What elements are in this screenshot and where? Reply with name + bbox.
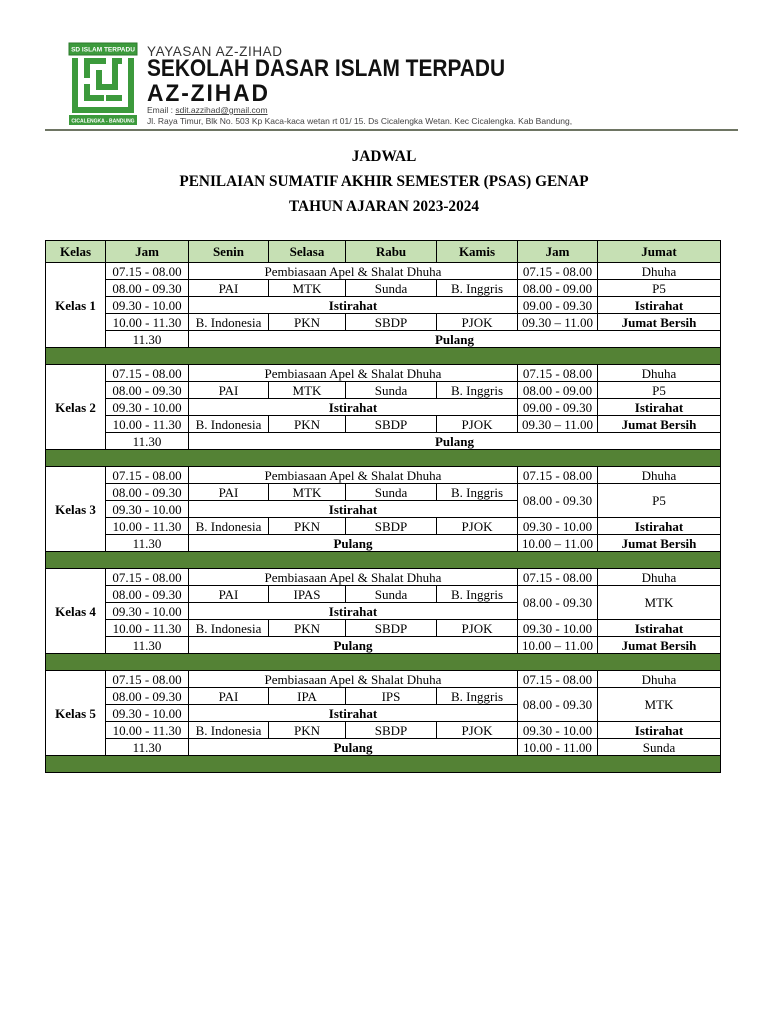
column-header-senin: Senin xyxy=(189,241,269,263)
friday-activity-cell: Jumat Bersih xyxy=(598,535,721,552)
subject-rabu: Sunda xyxy=(346,484,437,501)
separator-bar xyxy=(46,552,721,569)
time-cell: 07.15 - 08.00 xyxy=(106,671,189,688)
friday-activity-cell: Sunda xyxy=(598,739,721,756)
friday-time-cell: 07.15 - 08.00 xyxy=(518,671,598,688)
friday-activity-cell: Istirahat xyxy=(598,620,721,637)
schedule-row xyxy=(46,331,721,348)
class-label: Kelas 2 xyxy=(46,365,106,450)
foundation-name: YAYASAN AZ-ZIHAD xyxy=(147,44,283,59)
subject-kamis: B. Inggris xyxy=(437,382,518,399)
friday-time-cell: 09.00 - 09.30 xyxy=(518,399,598,416)
shared-activity-cell: Pembiasaan Apel & Shalat Dhuha xyxy=(189,671,518,688)
friday-time-cell: 08.00 - 09.30 xyxy=(518,586,598,620)
friday-activity-cell: Dhuha xyxy=(598,263,721,280)
subject-rabu: IPS xyxy=(346,688,437,705)
shared-activity-cell: Istirahat xyxy=(189,297,518,314)
friday-time-cell: 10.00 – 11.00 xyxy=(518,637,598,654)
subject-selasa: PKN xyxy=(269,722,346,739)
schedule-row xyxy=(46,518,721,535)
school-logo xyxy=(68,42,138,126)
shared-activity-cell: Istirahat xyxy=(189,399,518,416)
friday-time-cell: 09.30 – 11.00 xyxy=(518,314,598,331)
schedule-table xyxy=(45,240,721,773)
friday-time-cell: 08.00 - 09.30 xyxy=(518,484,598,518)
logo-stroke xyxy=(84,58,90,78)
friday-activity-cell: MTK xyxy=(598,586,721,620)
subject-kamis: PJOK xyxy=(437,416,518,433)
separator-bar xyxy=(46,450,721,467)
schedule-row xyxy=(46,535,721,552)
friday-time-cell: 07.15 - 08.00 xyxy=(518,263,598,280)
subject-senin: B. Indonesia xyxy=(189,416,269,433)
subject-kamis: PJOK xyxy=(437,722,518,739)
column-header-jam-jumat: Jam xyxy=(518,241,598,263)
time-cell: 08.00 - 09.30 xyxy=(106,688,189,705)
column-header-kamis: Kamis xyxy=(437,241,518,263)
email-line xyxy=(147,105,268,115)
subject-rabu: SBDP xyxy=(346,722,437,739)
schedule-row xyxy=(46,263,721,280)
subject-senin: PAI xyxy=(189,484,269,501)
separator-row xyxy=(46,756,721,773)
time-cell: 09.30 - 10.00 xyxy=(106,297,189,314)
friday-activity-cell: P5 xyxy=(598,484,721,518)
class-label: Kelas 1 xyxy=(46,263,106,348)
separator-bar xyxy=(46,348,721,365)
schedule-row xyxy=(46,620,721,637)
friday-activity-cell: MTK xyxy=(598,688,721,722)
subject-kamis: PJOK xyxy=(437,314,518,331)
academic-year: TAHUN AJARAN 2023-2024 xyxy=(288,198,480,215)
schedule-row xyxy=(46,484,721,501)
shared-activity-cell: Pulang xyxy=(189,331,721,348)
shared-activity-cell: Pembiasaan Apel & Shalat Dhuha xyxy=(189,467,518,484)
logo-stroke xyxy=(128,58,134,113)
schedule-row xyxy=(46,688,721,705)
friday-activity-cell: Dhuha xyxy=(598,671,721,688)
subject-selasa: MTK xyxy=(269,382,346,399)
friday-activity-cell: Dhuha xyxy=(598,365,721,382)
friday-activity-cell: Dhuha xyxy=(598,569,721,586)
time-cell: 10.00 - 11.30 xyxy=(106,518,189,535)
friday-activity-cell: P5 xyxy=(598,280,721,297)
friday-activity-cell: Istirahat xyxy=(598,399,721,416)
schedule-row xyxy=(46,739,721,756)
time-cell: 07.15 - 08.00 xyxy=(106,365,189,382)
subject-rabu: Sunda xyxy=(346,280,437,297)
header-row xyxy=(46,241,721,263)
school-name-line1: SEKOLAH DASAR ISLAM TERPADU xyxy=(147,55,506,82)
class-label: Kelas 5 xyxy=(46,671,106,756)
schedule-row xyxy=(46,569,721,586)
schedule-row xyxy=(46,722,721,739)
shared-activity-cell: Istirahat xyxy=(189,603,518,620)
subject-rabu: Sunda xyxy=(346,586,437,603)
separator-row xyxy=(46,552,721,569)
subject-rabu: SBDP xyxy=(346,518,437,535)
time-cell: 08.00 - 09.30 xyxy=(106,586,189,603)
subject-selasa: MTK xyxy=(269,280,346,297)
time-cell: 07.15 - 08.00 xyxy=(106,263,189,280)
logo-stroke xyxy=(106,95,122,101)
subject-senin: PAI xyxy=(189,382,269,399)
subject-kamis: B. Inggris xyxy=(437,280,518,297)
logo-stroke xyxy=(96,84,112,90)
time-cell: 08.00 - 09.30 xyxy=(106,484,189,501)
shared-activity-cell: Pulang xyxy=(189,739,518,756)
shared-activity-cell: Pembiasaan Apel & Shalat Dhuha xyxy=(189,365,518,382)
logo-stroke xyxy=(112,58,122,64)
subject-kamis: B. Inggris xyxy=(437,688,518,705)
logo-bottom-label: CICALENGKA - BANDUNG xyxy=(71,118,135,125)
time-cell: 08.00 - 09.30 xyxy=(106,280,189,297)
schedule-row xyxy=(46,382,721,399)
schedule-row xyxy=(46,280,721,297)
schedule-row xyxy=(46,671,721,688)
time-cell: 11.30 xyxy=(106,535,189,552)
time-cell: 11.30 xyxy=(106,331,189,348)
column-header-jam: Jam xyxy=(106,241,189,263)
schedule-row xyxy=(46,433,721,450)
subject-kamis: B. Inggris xyxy=(437,586,518,603)
letterhead-divider xyxy=(45,129,738,131)
subject-kamis: B. Inggris xyxy=(437,484,518,501)
column-header-kelas: Kelas xyxy=(46,241,106,263)
schedule-row xyxy=(46,586,721,603)
separator-row xyxy=(46,348,721,365)
time-cell: 11.30 xyxy=(106,637,189,654)
time-cell: 07.15 - 08.00 xyxy=(106,569,189,586)
column-header-rabu: Rabu xyxy=(346,241,437,263)
separator-bar xyxy=(46,654,721,671)
friday-time-cell: 09.30 – 11.00 xyxy=(518,416,598,433)
school-name-line2: AZ-ZIHAD xyxy=(147,80,270,107)
friday-activity-cell: Jumat Bersih xyxy=(598,314,721,331)
friday-activity-cell: Jumat Bersih xyxy=(598,637,721,654)
friday-activity-cell: Istirahat xyxy=(598,722,721,739)
document-title: JADWAL xyxy=(351,148,417,165)
friday-time-cell: 10.00 - 11.00 xyxy=(518,739,598,756)
school-address: Jl. Raya Timur, Blk No. 503 Kp Kaca-kaca wetan rt 01/ 15. Ds Cicalengka Wetan. Kec Cicalengka. Kab Bandung, xyxy=(147,116,573,126)
friday-time-cell: 09.00 - 09.30 xyxy=(518,297,598,314)
time-cell: 10.00 - 11.30 xyxy=(106,722,189,739)
time-cell: 09.30 - 10.00 xyxy=(106,603,189,620)
friday-time-cell: 07.15 - 08.00 xyxy=(518,467,598,484)
friday-time-cell: 08.00 - 09.30 xyxy=(518,688,598,722)
time-cell: 09.30 - 10.00 xyxy=(106,705,189,722)
subject-selasa: PKN xyxy=(269,620,346,637)
column-header-selasa: Selasa xyxy=(269,241,346,263)
column-header-jumat: Jumat xyxy=(598,241,721,263)
shared-activity-cell: Istirahat xyxy=(189,705,518,722)
email-label: Email : xyxy=(147,105,176,115)
subject-rabu: SBDP xyxy=(346,314,437,331)
shared-activity-cell: Pulang xyxy=(189,535,518,552)
subject-selasa: PKN xyxy=(269,314,346,331)
time-cell: 10.00 - 11.30 xyxy=(106,416,189,433)
time-cell: 08.00 - 09.30 xyxy=(106,382,189,399)
shared-activity-cell: Istirahat xyxy=(189,501,518,518)
friday-time-cell: 09.30 - 10.00 xyxy=(518,620,598,637)
subject-senin: PAI xyxy=(189,688,269,705)
schedule-row xyxy=(46,314,721,331)
friday-time-cell: 07.15 - 08.00 xyxy=(518,569,598,586)
time-cell: 11.30 xyxy=(106,433,189,450)
subject-rabu: SBDP xyxy=(346,620,437,637)
class-label: Kelas 4 xyxy=(46,569,106,654)
shared-activity-cell: Pulang xyxy=(189,433,721,450)
subject-kamis: PJOK xyxy=(437,620,518,637)
logo-stroke xyxy=(72,58,78,113)
document-subtitle: PENILAIAN SUMATIF AKHIR SEMESTER (PSAS) GENAP xyxy=(179,173,589,190)
subject-selasa: PKN xyxy=(269,416,346,433)
schedule-row xyxy=(46,399,721,416)
subject-selasa: IPAS xyxy=(269,586,346,603)
subject-kamis: PJOK xyxy=(437,518,518,535)
subject-selasa: MTK xyxy=(269,484,346,501)
friday-activity-cell: Istirahat xyxy=(598,297,721,314)
friday-time-cell: 10.00 – 11.00 xyxy=(518,535,598,552)
friday-time-cell: 07.15 - 08.00 xyxy=(518,365,598,382)
friday-activity-cell: P5 xyxy=(598,382,721,399)
friday-time-cell: 09.30 - 10.00 xyxy=(518,722,598,739)
schedule-row xyxy=(46,365,721,382)
class-label: Kelas 3 xyxy=(46,467,106,552)
subject-senin: PAI xyxy=(189,586,269,603)
time-cell: 09.30 - 10.00 xyxy=(106,399,189,416)
separator-bar xyxy=(46,756,721,773)
time-cell: 11.30 xyxy=(106,739,189,756)
logo-stroke xyxy=(84,95,104,101)
friday-activity-cell: Dhuha xyxy=(598,467,721,484)
shared-activity-cell: Pembiasaan Apel & Shalat Dhuha xyxy=(189,263,518,280)
subject-senin: B. Indonesia xyxy=(189,722,269,739)
subject-selasa: PKN xyxy=(269,518,346,535)
time-cell: 10.00 - 11.30 xyxy=(106,314,189,331)
subject-senin: B. Indonesia xyxy=(189,314,269,331)
separator-row xyxy=(46,450,721,467)
schedule-row xyxy=(46,297,721,314)
friday-time-cell: 08.00 - 09.00 xyxy=(518,280,598,297)
friday-time-cell: 09.30 - 10.00 xyxy=(518,518,598,535)
subject-selasa: IPA xyxy=(269,688,346,705)
logo-calligraphy xyxy=(72,58,134,113)
time-cell: 07.15 - 08.00 xyxy=(106,467,189,484)
subject-senin: B. Indonesia xyxy=(189,620,269,637)
subject-senin: PAI xyxy=(189,280,269,297)
logo-stroke xyxy=(72,107,134,113)
time-cell: 09.30 - 10.00 xyxy=(106,501,189,518)
friday-time-cell: 08.00 - 09.00 xyxy=(518,382,598,399)
subject-rabu: SBDP xyxy=(346,416,437,433)
time-cell: 10.00 - 11.30 xyxy=(106,620,189,637)
subject-rabu: Sunda xyxy=(346,382,437,399)
subject-senin: B. Indonesia xyxy=(189,518,269,535)
separator-row xyxy=(46,654,721,671)
email-link[interactable]: sdit.azzihad@gmail.com xyxy=(175,105,268,115)
logo-top-label: SD ISLAM TERPADU xyxy=(71,46,135,54)
shared-activity-cell: Pulang xyxy=(189,637,518,654)
schedule-row xyxy=(46,637,721,654)
friday-activity-cell: Istirahat xyxy=(598,518,721,535)
schedule-row xyxy=(46,467,721,484)
shared-activity-cell: Pembiasaan Apel & Shalat Dhuha xyxy=(189,569,518,586)
friday-activity-cell: Jumat Bersih xyxy=(598,416,721,433)
schedule-row xyxy=(46,416,721,433)
